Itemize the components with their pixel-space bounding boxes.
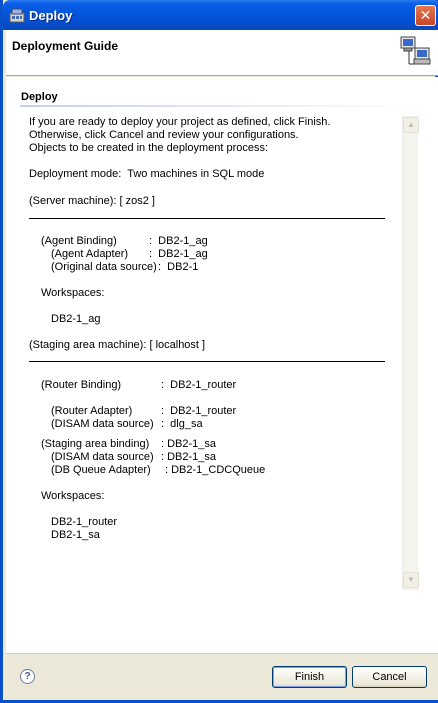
wizard-header [6, 30, 438, 76]
staging-machine: (Staging area machine): [ localhost ] [29, 339, 206, 351]
agent-binding-label: (Agent Binding) [41, 235, 117, 247]
chevron-up-icon: ▲ [407, 120, 415, 129]
window-title: Deploy [29, 8, 73, 23]
staging-binding-label: (Staging area binding) [41, 438, 150, 450]
title-bar[interactable] [3, 0, 438, 30]
router-adapter-label: (Router Adapter) [51, 405, 133, 417]
close-icon: ✕ [419, 7, 432, 23]
workspace-item: DB2-1_router [51, 516, 118, 528]
router-adapter-value: : DB2-1_router [161, 405, 237, 417]
page-title: Deployment Guide [12, 39, 119, 53]
disam-source-label: (DISAM data source) [51, 451, 154, 463]
deploy-summary-text[interactable] [27, 116, 419, 591]
summary-line: Objects to be created in the deployment process: [29, 142, 269, 154]
close-button[interactable] [415, 5, 436, 26]
deployment-mode: Deployment mode: Two machines in SQL mode [29, 168, 265, 180]
agent-adapter-label: (Agent Adapter) [51, 248, 129, 260]
divider [29, 218, 385, 219]
dbqueue-adapter-value: : DB2-1_CDCQueue [165, 464, 266, 476]
summary-line: If you are ready to deploy your project as defined, click Finish. [29, 116, 331, 128]
workspaces-label: Workspaces: [41, 490, 105, 502]
network-computers-icon [399, 34, 433, 68]
disam-source-label: (DISAM data source) [51, 418, 154, 430]
section-divider [20, 105, 420, 107]
agent-binding-value: : DB2-1_ag [149, 235, 208, 247]
workspace-item: DB2-1_ag [51, 313, 101, 325]
deploy-app-icon [9, 7, 25, 23]
dbqueue-adapter-label: (DB Queue Adapter) [51, 464, 151, 476]
scroll-down-button[interactable] [403, 572, 419, 588]
scroll-up-button[interactable] [403, 117, 419, 133]
disam-source-value: : dlg_sa [161, 418, 203, 430]
finish-button[interactable]: Finish [272, 666, 347, 688]
chevron-down-icon: ▼ [407, 575, 415, 584]
section-title: Deploy [21, 91, 58, 103]
router-binding-value: : DB2-1_router [161, 379, 237, 391]
original-source-label: (Original data source) [51, 261, 157, 273]
summary-line: Otherwise, click Cancel and review your configurations. [29, 129, 299, 141]
help-icon[interactable]: ? [20, 669, 35, 684]
router-binding-label: (Router Binding) [41, 379, 122, 391]
original-source-value: : DB2-1 [158, 261, 199, 273]
button-bar [6, 653, 438, 700]
disam-source-value: : DB2-1_sa [161, 451, 217, 463]
staging-binding-value: : DB2-1_sa [161, 438, 217, 450]
server-machine: (Server machine): [ zos2 ] [29, 195, 155, 207]
workspaces-label: Workspaces: [41, 287, 105, 299]
cancel-button[interactable]: Cancel [352, 666, 427, 688]
wizard-content [6, 77, 438, 653]
divider [29, 361, 385, 362]
workspace-item: DB2-1_sa [51, 529, 100, 541]
vertical-scrollbar[interactable] [402, 116, 418, 590]
agent-adapter-value: : DB2-1_ag [149, 248, 208, 260]
